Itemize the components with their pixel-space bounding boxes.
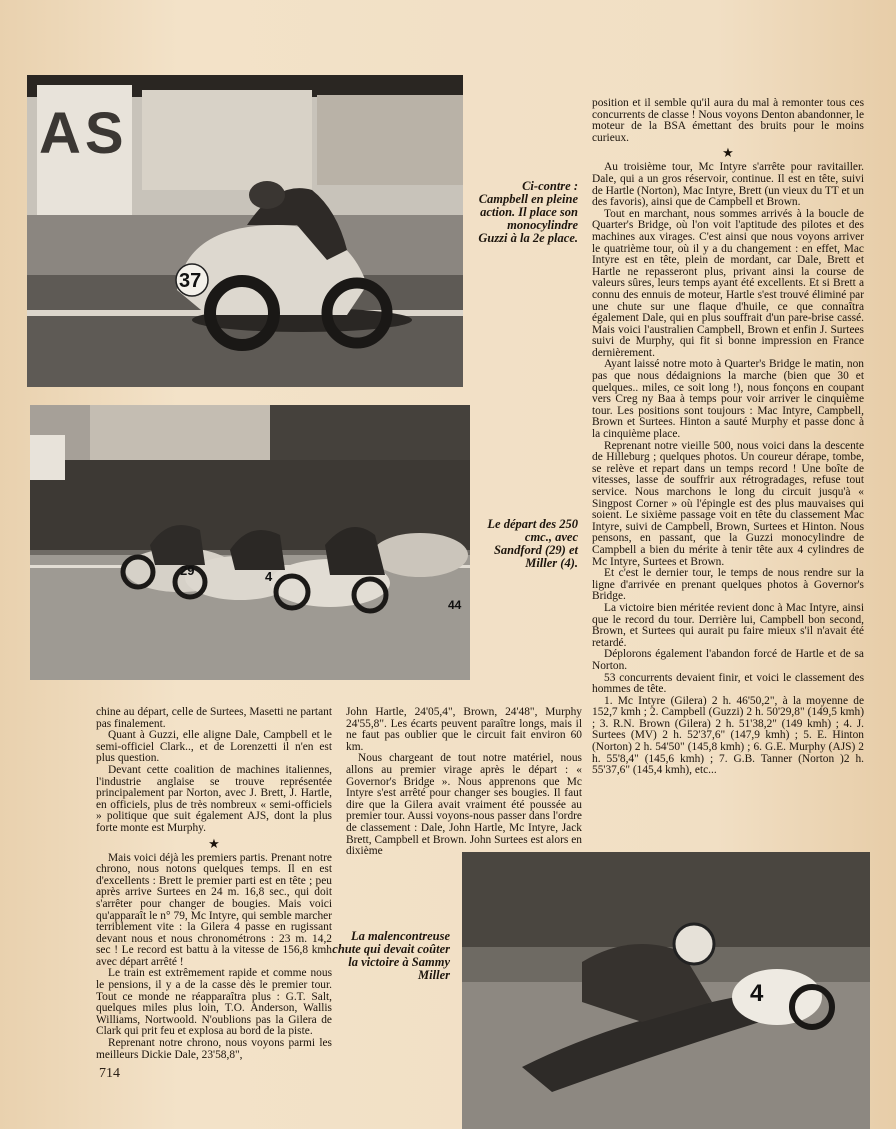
paragraph: position et il semble qu'il aura du mal à remonter tous ces concurrents de classe ! Nous voyons Denton abandonner, le moteur de la BSA émettant des bruits pour le moins curieux. — [592, 97, 864, 144]
paragraph: Déplorons également l'abandon forcé de Hartle et de sa Norton. — [592, 648, 864, 672]
paragraph: Et c'est le dernier tour, le temps de nous rendre sur la ligne d'arrivée en prenant quelques photos à Governor's Bridge. — [592, 567, 864, 603]
paragraph: Ayant laissé notre moto à Quarter's Bridge le matin, non pas que nous dédaignions la marche (bien que 30 et quelques.. miles, ce soit long !), nous fonçons en coupant vers Creg ny Baa à temps pour voir arriver le cinquième tour. Les positions sont toujours : Mac Intyre, Campbell, Brown et Surtees. Hinton a sauté Murphy et passe donc à la cinquième place. — [592, 358, 864, 441]
bike-number-44: 44 — [448, 598, 462, 612]
bike-number-29: 29 — [180, 563, 195, 578]
paragraph: La victoire bien méritée revient donc à Mac Intyre, ainsi que le record du tour. Derrière lui, Campbell bon second, Brown, et Surtees qui aurait pu faire mieux s'il n'avait été retardé. — [592, 601, 864, 649]
section-star: ★ — [208, 835, 220, 851]
column-right-top — [592, 98, 864, 840]
results-list: 1. Mc Intyre (Gilera) 2 h. 46'50,2", à la moyenne de 152,7 kmh ; 2. Campbell (Guzzi) 2 h. 50'29,8" (149,5 kmh) ; 3. R.N. Brown (Gilera) 2 h. 51'38,2" (149 kmh) ; 4. J. Surtees (MV) 2 h. 52'37,6" (147,9 kmh) ; 5. E. Hinton (Norton) 2 h. 54'50" (145,8 kmh) ; 6. G.E. Murphy (AJS) 2 h. 55'8,4" (145,6 kmh) ; 7. G.B. Tanner (Norton )2 h. 55'37,6" (145,4 kmh), etc... — [592, 694, 864, 777]
photo-campbell — [27, 75, 463, 387]
paragraph: John Hartle, 24'05,4", Brown, 24'48", Murphy 24'55,8". Les écarts peuvent paraître longs, mais il ne faut pas oublier que le circuit fait environ 60 km. — [346, 706, 582, 753]
paragraph: Nous chargeant de tout notre matériel, nous allons au premier virage après le départ : « Governor's Bridge ». Nous apprenons que Mc Intyre s'est arrêté pour changer ses bougies. Il faut dire que la Gilera avait vraiment été poussée au premier tour. Aussi voyons-nous passer dans l'ordre de classement : Dale, John Hartle, Mc Intyre, Jack Brett, Campbell et Brown. John Surtees est alors en dixième — [346, 752, 582, 858]
caption-miller: La malencontreuse chute qui devait coûter la victoire à Sammy Miller — [332, 929, 450, 982]
paragraph: Quant à Guzzi, elle aligne Dale, Campbell et le semi-officiel Clark.., et de Lorenzetti il n'en est plus question. — [96, 729, 332, 765]
caption-campbell: Ci-contre : Campbell en pleine action. Il place son monocylindre Guzzi à la 2e place. — [478, 179, 578, 245]
paragraph: chine au départ, celle de Surtees, Masetti ne partant pas finalement. — [96, 706, 332, 730]
caption-start: Le départ des 250 cmc., avec Sandford (29) et Miller (4). — [487, 517, 578, 570]
column-left-bottom — [96, 706, 332, 1061]
paragraph: Au troisième tour, Mc Intyre s'arrête pour ravitailler. Dale, qui a un gros réservoir, continue. Il est en tête, suivi de Hartle (Norton), Mac Intyre, Brett (un vieux du TT et un des favoris), ainsi que de Campbell et Brown. — [592, 161, 864, 209]
paragraph: Devant cette coalition de machines italiennes, l'industrie anglaise se trouve représentée principalement par Norton, avec J. Brett, J. Hartle, en officiels, plus de très nombreux « semi-officiels » politique que suit également AJS, dont la plus forte monte est Murphy. — [96, 763, 332, 834]
bike-number-4: 4 — [265, 569, 273, 584]
paragraph: Tout en marchant, nous sommes arrivés à la boucle de Quarter's Bridge, où l'on voit l'aptitude des pilotes et des machines aux virages. C'est ainsi que nous voyons arriver le quatrième tour, où il y a du changement : en effet, Mac Intyre est en tête, plein de mordant, car Dale, Brett et Hartle ne repasseront plus, privant ainsi la course de valeurs sûres, leurs temps ayant été excellents. Et si Brett a connu des ennuis de moteur, Hartle s'est trouvé éliminé par une chute sur une flaque d'huile, ce que connaîtra également Dale, qui en plus souffrait d'un pare-brise cassé. Mais voici l'australien Campbell, Brown et enfin J. Surtees suivi de Murphy, qui fit si bonne impression en France dernièrement. — [592, 207, 864, 359]
section-star: ★ — [722, 145, 734, 161]
paragraph: 53 concurrents devaient finir, et voici le classement des hommes de tête. — [592, 671, 864, 696]
page-number: 714 — [99, 1066, 120, 1081]
photo-start — [30, 405, 470, 680]
paragraph: Mais voici déjà les premiers partis. Prenant notre chrono, nous notons quelques temps. Il en est d'excellents : Brett le premier parti est en tête ; peu après arrive Surtees en 24 m. 16,8 sec., qui doit s'arrêter pour changer de bougies. Mais voici qu'apparaît le n° 79, Mc Intyre, qui semble marcher terriblement vite : la Gilera 4 passe en rugissant devant nous et nous chronométrons : 23 m. 14,2 sec ! Le record est battu à la vitesse de 156,8 kmh avec départ arrêté ! — [96, 851, 332, 968]
banner-text: AS — [39, 101, 128, 166]
paragraph: Le train est extrêmement rapide et comme nous le pensions, il y a de la casse dès le premier tour. Tout ce monde ne réapparaîtra plus : G.T. Salt, quelques miles plus loin, T.O. Anderson, Wallis Williams, Nortwoold. N'oublions pas la Gilera de Clark qui prit feu et explosa au bord de la piste. — [96, 967, 332, 1038]
race-number-4: 4 — [750, 980, 764, 1007]
race-number: 37 — [179, 270, 202, 292]
column-middle-bottom — [346, 706, 582, 858]
photo-miller-fall — [462, 852, 870, 1129]
paragraph: Reprenant notre vieille 500, nous voici dans la descente de Hilleburg ; quelques photos. Un coureur dérape, tombe, se relève et repart dans un temps record ! Une boîte de vitesses, lasse de souffrir aux rétrogradages, refuse tout service. Nous marchons le long du circuit jusqu'à « Singpost Corner » où l'épingle est des plus mauvaises qui soient. Le sixième passage voit en tête du classement Mac Intyre, suivi de Campbell, Brown, Surtees et Hinton. Nous pensons, en passant, que la Guzzi monocylindre de Campbell a bien du mérite à tenir tête aux 4 cylindres de Mc Intyre, Surtees et Brown. — [592, 439, 864, 568]
paragraph: Reprenant notre chrono, nous voyons parmi les meilleurs Dickie Dale, 23'58,8", — [96, 1037, 332, 1061]
